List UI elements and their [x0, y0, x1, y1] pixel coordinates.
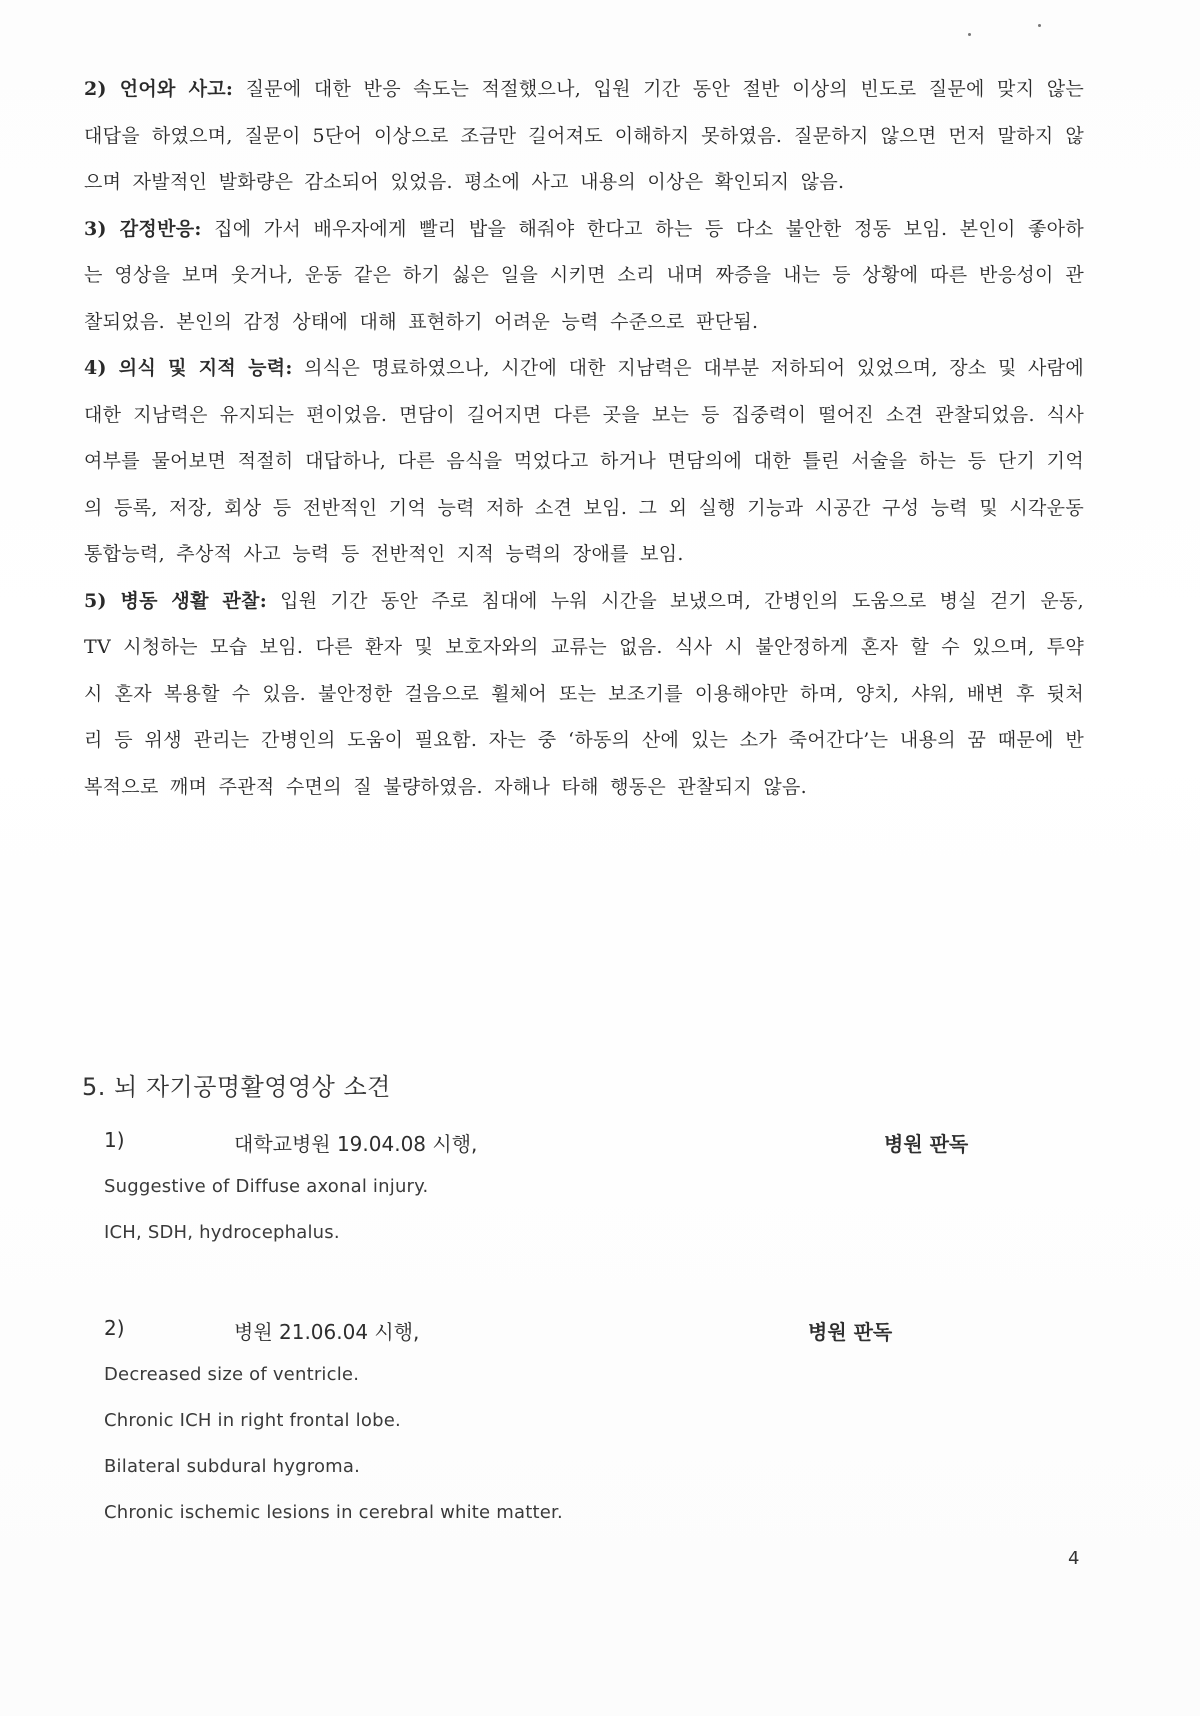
- reading-number: 2): [104, 1316, 125, 1340]
- reading-interpreted-by: 병원 판독: [808, 1320, 893, 1344]
- reading-header: [104, 1124, 984, 1160]
- section-heading: 4) 의식 및 지적 능력:: [84, 357, 293, 379]
- page-number: 4: [1068, 1548, 1080, 1569]
- section-body: 입원 기간 동안 주로 침대에 누워 시간을 보냈으며, 간병인의 도움으로 병실 걷기 운동, TV 시청하는 모습 보임. 다른 환자 및 보호자와의 교류는 없음. 식사 시 불안정하게 혼자 할 수 있으며, 투약 시 혼자 복용할 수 있음. 불안정한 걸음으로 휠체어 또는 보조기를 이용해야만 하며, 양치, 샤워, 배변 후 뒷처리 등 위생 관리는 간병인의 도움이 필요함. 자는 중 ‘하동의 산에 있는 소가 죽어간다’는 내용의 꿈 때문에 반복적으로 깨며 주관적 수면의 질 불량하였음. 자해나 타해 행동은 관찰되지 않음.: [84, 589, 1084, 798]
- mri-section-title: 5. 뇌 자기공명활영영상 소견: [82, 1073, 391, 1101]
- section-emotional-response: [84, 206, 1084, 346]
- scan-speck: [1038, 24, 1041, 27]
- section-body: 의식은 명료하였으나, 시간에 대한 지남력은 대부분 저하되어 있었으며, 장소 및 사람에 대한 지남력은 유지되는 편이었음. 면담이 길어지면 다른 곳을 보는 등 집중력이 떨어진 소견 관찰되었음. 식사 여부를 물어보면 적절히 대답하나, 다른 음식을 먹었다고 하거나 면담의에 대한 틀린 서술을 하는 등 단기 기억의 등록, 저장, 회상 등 전반적인 기억 능력 저하 소견 보임. 그 외 실행 기능과 시공간 구성 능력 및 시각운동통합능력, 추상적 사고 능력 등 전반적인 지적 능력의 장애를 보임.: [84, 357, 1084, 565]
- finding-line: Chronic ischemic lesions in cerebral white matter.: [104, 1502, 563, 1523]
- section-body: 질문에 대한 반응 속도는 적절했으나, 입원 기간 동안 절반 이상의 빈도로 질문에 맞지 않는 대답을 하였으며, 질문이 5단어 이상으로 조금만 길어져도 이해하지 못하였음. 질문하지 않으면 먼저 말하지 않으며 자발적인 발화량은 감소되어 있었음. 평소에 사고 내용의 이상은 확인되지 않음.: [84, 78, 1084, 193]
- reading-hospital-date: 대학교병원 19.04.08 시행,: [234, 1132, 478, 1156]
- finding-line: Suggestive of Diffuse axonal injury.: [104, 1176, 429, 1197]
- reading-findings: [104, 1352, 984, 1536]
- finding-line: ICH, SDH, hydrocephalus.: [104, 1222, 340, 1243]
- finding-line: Decreased size of ventricle.: [104, 1364, 360, 1385]
- reading-number: 1): [104, 1128, 125, 1152]
- section-language-thought: [84, 66, 1084, 206]
- section-consciousness-intellect: [84, 345, 1084, 578]
- section-ward-observation: [84, 578, 1084, 811]
- finding-line: Bilateral subdural hygroma.: [104, 1456, 361, 1477]
- section-body: 집에 가서 배우자에게 빨리 밥을 해줘야 한다고 하는 등 다소 불안한 정동 보임. 본인이 좋아하는 영상을 보며 웃거나, 운동 같은 하기 싫은 일을 시키면 소리 내며 짜증을 내는 등 상황에 따른 반응성이 관찰되었음. 본인의 감정 상태에 대해 표현하기 어려운 능력 수준으로 판단됨.: [84, 217, 1084, 333]
- mri-reading-2: [104, 1312, 984, 1536]
- finding-line: Chronic ICH in right frontal lobe.: [104, 1410, 401, 1431]
- scan-speck: [968, 33, 971, 36]
- assessment-sections: [84, 66, 1084, 810]
- section-heading: 3) 감정반응:: [84, 217, 202, 240]
- reading-hospital-date: 병원 21.06.04 시행,: [234, 1320, 420, 1344]
- reading-header: [104, 1312, 984, 1348]
- section-heading: 2) 언어와 사고:: [84, 78, 234, 100]
- mri-reading-1: [104, 1124, 984, 1256]
- reading-interpreted-by: 병원 판독: [884, 1132, 969, 1156]
- reading-findings: [104, 1164, 984, 1256]
- section-heading: 5) 병동 생활 관찰:: [84, 589, 268, 612]
